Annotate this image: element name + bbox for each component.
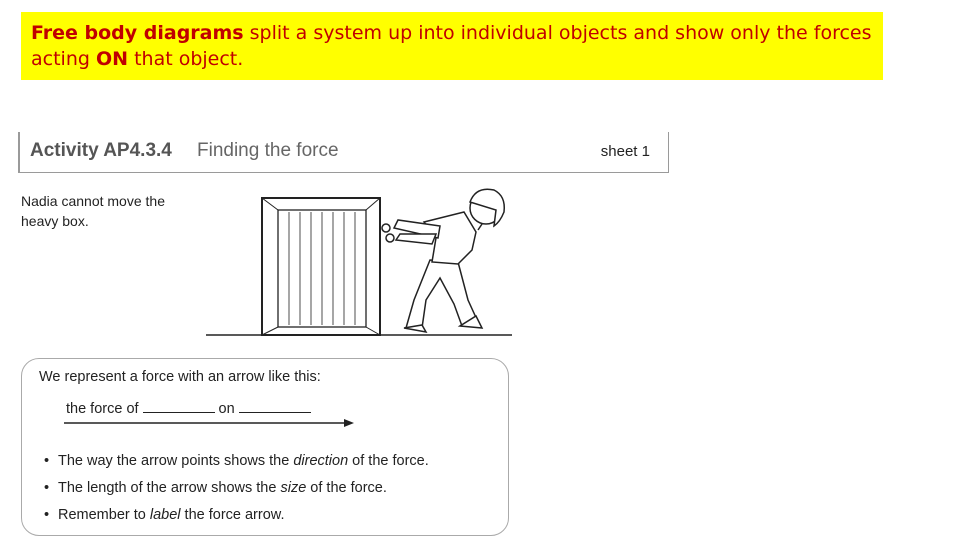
list-item: • Remember to label the force arrow.	[44, 507, 429, 534]
arrow-label-middle: on	[218, 401, 235, 417]
girl-figure-icon	[382, 189, 504, 332]
info-intro: We represent a force with an arrow like this:	[39, 369, 321, 385]
banner-emphasis: ON	[95, 48, 129, 70]
force-arrow-icon	[62, 415, 362, 431]
activity-header	[18, 132, 669, 173]
crate-icon	[262, 198, 380, 335]
rules-list	[44, 453, 429, 534]
intro-banner	[21, 12, 883, 80]
banner-term: Free body diagrams	[31, 22, 244, 44]
blank-line	[239, 400, 311, 413]
activity-code: Activity AP4.3.4	[30, 140, 172, 161]
force-arrow-info-box	[21, 358, 509, 536]
arrow-label-prefix: the force of	[66, 401, 139, 417]
scenario-caption: Nadia cannot move the heavy box.	[21, 193, 165, 229]
list-item: • The length of the arrow shows the size of the force.	[44, 480, 429, 507]
banner-text-middle: split a system up into individual objects and show only the forces acting	[31, 22, 872, 70]
activity-title: Finding the force	[197, 140, 339, 161]
girl-pulling-box-illustration	[200, 182, 520, 342]
list-item: • The way the arrow points shows the direction of the force.	[44, 453, 429, 480]
banner-text-end: that object.	[128, 48, 244, 70]
sheet-number: sheet 1	[600, 143, 650, 160]
blank-line	[143, 400, 215, 413]
